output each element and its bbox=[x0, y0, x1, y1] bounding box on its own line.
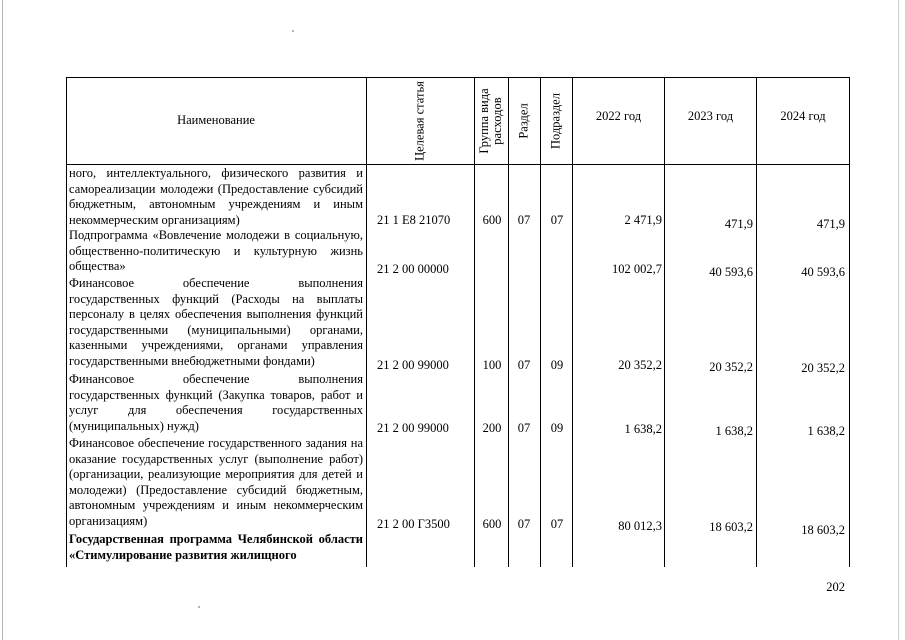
row-2022: 1 638,2 bbox=[624, 422, 662, 436]
col-divider bbox=[664, 77, 665, 567]
header-2022: 2022 год bbox=[595, 109, 642, 123]
row-podrazdel: 09 bbox=[550, 421, 564, 435]
row-name: Подпрограмма «Вовлечение молодежи в социальную, общественно-политическую и культурную жизнь общества» bbox=[69, 228, 363, 274]
row-razdel: 07 bbox=[517, 358, 531, 372]
col-divider bbox=[756, 77, 757, 567]
row-code: 21 2 00 99000 bbox=[377, 421, 449, 435]
row-name: Финансовое обеспечение выполнения государственных функций (Закупка товаров, работ и услуг для обеспечения государственных (муниципальных) нужд) bbox=[69, 372, 363, 433]
row-code: 21 2 00 Г3500 bbox=[377, 517, 450, 531]
budget-table bbox=[66, 77, 850, 567]
header-group: Группа вида расходов bbox=[477, 88, 504, 154]
row-2024: 40 593,6 bbox=[801, 265, 845, 279]
col-divider bbox=[508, 77, 509, 567]
row-group: 200 bbox=[482, 421, 502, 435]
row-group: 600 bbox=[482, 213, 502, 227]
page-number: 202 bbox=[826, 580, 845, 594]
row-razdel: 07 bbox=[517, 213, 531, 227]
row-2022: 20 352,2 bbox=[618, 358, 662, 372]
row-2024: 1 638,2 bbox=[807, 424, 845, 438]
col-divider bbox=[366, 77, 367, 567]
row-name: ного, интеллектуального, физического развития и самореализации молодежи (Предоставление субсидий бюджетным, автономным учреждениям и иным некоммерческим организациям) bbox=[69, 166, 363, 227]
row-razdel: 07 bbox=[517, 421, 531, 435]
row-2023: 1 638,2 bbox=[715, 424, 753, 438]
row-2022: 102 002,7 bbox=[612, 262, 662, 276]
table-border-top bbox=[66, 77, 850, 78]
row-2022: 2 471,9 bbox=[624, 213, 662, 227]
scan-speck bbox=[198, 606, 200, 608]
row-group: 100 bbox=[482, 358, 502, 372]
row-2023: 40 593,6 bbox=[709, 265, 753, 279]
row-group: 600 bbox=[482, 517, 502, 531]
col-divider bbox=[474, 77, 475, 567]
header-target: Целевая статья bbox=[412, 81, 427, 161]
row-name: Финансовое обеспечение выполнения государственных функций (Расходы на выплаты персоналу в целях обеспечения выполнения функций государственными (муниципальными) органами, казенными учреждениями, органами управления государственными внебюджетными фондами) bbox=[69, 276, 363, 368]
row-podrazdel: 07 bbox=[550, 517, 564, 531]
scan-speck bbox=[292, 30, 294, 32]
row-code: 21 2 00 00000 bbox=[377, 262, 449, 276]
row-2022: 80 012,3 bbox=[618, 519, 662, 533]
row-2024: 20 352,2 bbox=[801, 361, 845, 375]
row-2023: 471,9 bbox=[724, 217, 753, 231]
scan-edge-right bbox=[898, 0, 899, 640]
header-name: Наименование bbox=[177, 113, 255, 127]
row-2023: 18 603,2 bbox=[709, 520, 753, 534]
scan-edge-left bbox=[2, 0, 3, 640]
header-divider bbox=[66, 164, 850, 165]
table-border-left bbox=[66, 77, 67, 567]
row-2023: 20 352,2 bbox=[709, 360, 753, 374]
row-name: Финансовое обеспечение государственного задания на оказание государственных услуг (выполнение работ) (организации, реализующие мероприятия для детей и молодежи) (Предоставление субсидий бюджетным, автономным учреждениям и иным некоммерческим организациям) bbox=[69, 436, 363, 528]
table-border-right bbox=[849, 77, 850, 567]
row-2024: 18 603,2 bbox=[801, 523, 845, 537]
row-razdel: 07 bbox=[517, 517, 531, 531]
header-2023: 2023 год bbox=[687, 109, 734, 123]
header-podrazdel: Подраздел bbox=[548, 93, 563, 149]
row-podrazdel: 09 bbox=[550, 358, 564, 372]
row-code: 21 2 00 99000 bbox=[377, 358, 449, 372]
row-2024: 471,9 bbox=[816, 217, 845, 231]
row-podrazdel: 07 bbox=[550, 213, 564, 227]
header-razdel: Раздел bbox=[516, 103, 531, 139]
col-divider bbox=[540, 77, 541, 567]
col-divider bbox=[572, 77, 573, 567]
header-2024: 2024 год bbox=[780, 109, 826, 123]
row-code: 21 1 Е8 21070 bbox=[377, 213, 451, 227]
row-name-program: Государственная программа Челябинской области «Стимулирование развития жилищного bbox=[69, 532, 363, 562]
